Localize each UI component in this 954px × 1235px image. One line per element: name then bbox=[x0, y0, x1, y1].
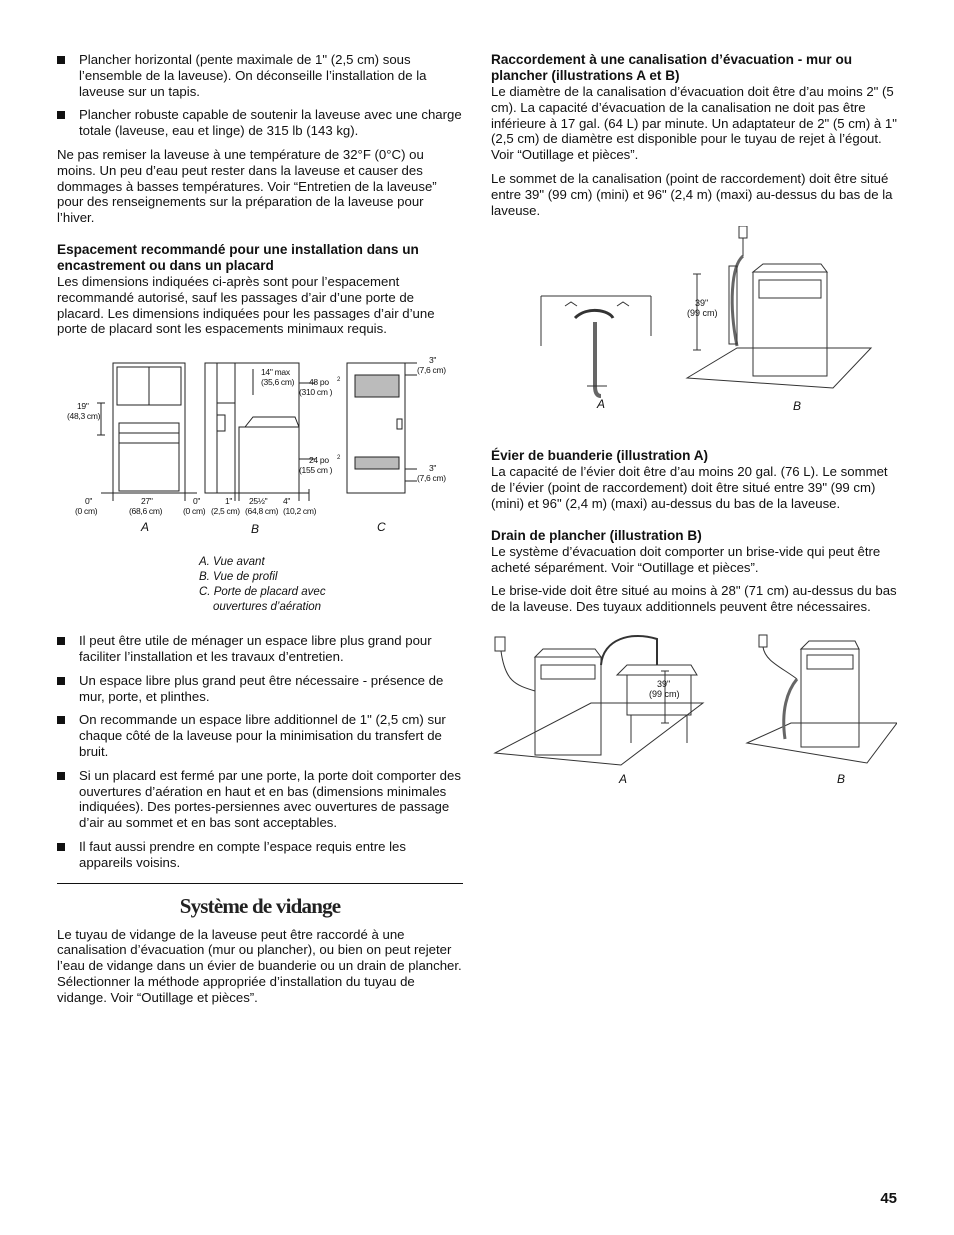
section-divider bbox=[57, 883, 463, 884]
floor-drain-paragraph-2: Le brise-vide doit être situé au moins à 28" (71 cm) au-dessus du bas de la laveuse. Des tuyaux additionnels peuvent être nécessaires. bbox=[491, 583, 897, 615]
square-bullet-icon bbox=[57, 677, 65, 685]
svg-text:(64,8 cm): (64,8 cm) bbox=[245, 506, 279, 517]
svg-text:2: 2 bbox=[337, 377, 341, 384]
square-bullet-icon bbox=[57, 716, 65, 724]
svg-text:0": 0" bbox=[85, 496, 93, 507]
floor-requirements-list bbox=[57, 52, 463, 139]
svg-text:48 po: 48 po bbox=[309, 377, 329, 388]
figure-label-c: C bbox=[377, 520, 386, 535]
figure-label-b: B bbox=[837, 771, 846, 786]
spacing-heading: Espacement recommandé pour une installation dans un encastrement ou dans un placard bbox=[57, 241, 419, 273]
list-item: Il peut être utile de ménager un espace libre plus grand pour faciliter l’installation et les travaux d’entretien. bbox=[57, 633, 463, 665]
sink-dim-label: 39" bbox=[657, 678, 671, 689]
svg-text:27": 27" bbox=[141, 496, 153, 507]
svg-text:(0 cm): (0 cm) bbox=[183, 506, 206, 517]
svg-text:4": 4" bbox=[283, 496, 291, 507]
list-item: Si un placard est fermé par une porte, la porte doit comporter des ouvertures d’aération en haut et en bas (dimensions minimales indiquées). Des portes-persiennes avec ouvertures de passage d’air au sommet et en bas sont acceptables. bbox=[57, 768, 463, 831]
svg-text:0": 0" bbox=[193, 496, 201, 507]
square-bullet-icon bbox=[57, 111, 65, 119]
svg-text:3": 3" bbox=[429, 355, 437, 366]
svg-text:(7,6 cm): (7,6 cm) bbox=[417, 473, 446, 484]
list-item: On recommande un espace libre additionnel de 1" (2,5 cm) sur chaque côté de la laveuse pour la minimisation du transfert de bruit. bbox=[57, 712, 463, 759]
svg-text:(2,5 cm): (2,5 cm) bbox=[211, 506, 240, 517]
svg-text:25½": 25½" bbox=[249, 496, 268, 507]
square-bullet-icon bbox=[57, 843, 65, 851]
section-title: Système de vidange bbox=[179, 893, 341, 918]
dim-19-label: 19" bbox=[77, 401, 89, 412]
svg-text:(68,6 cm): (68,6 cm) bbox=[129, 506, 163, 517]
figure-label-a: A bbox=[141, 520, 150, 535]
list-item: Il faut aussi prendre en compte l’espace requis entre les appareils voisins. bbox=[57, 839, 463, 871]
svg-text:(48,3 cm): (48,3 cm) bbox=[67, 411, 101, 422]
svg-text:14" max: 14" max bbox=[261, 367, 290, 378]
svg-text:(155 cm ): (155 cm ) bbox=[299, 465, 333, 476]
spacing-diagram bbox=[57, 355, 463, 555]
list-item: Plancher horizontal (pente maximale de 1" (2,5 cm) sous l’ensemble de la laveuse). On déconseille l’installation de la laveuse sur un tapis. bbox=[57, 52, 463, 99]
svg-text:2: 2 bbox=[337, 455, 341, 462]
list-item: Un espace libre plus grand peut être nécessaire - présence de mur, porte, et plinthes. bbox=[57, 673, 463, 705]
temperature-paragraph: Ne pas remiser la laveuse à une température de 32°F (0°C) ou moins. Un peu d’eau peut rester dans la laveuse et causer des dommages à basses températures. Voir “Entretien de la laveuse” pour des renseignements sur la préparation de la laveuse pour l’hiver. bbox=[57, 146, 437, 226]
svg-text:(0 cm): (0 cm) bbox=[75, 506, 98, 517]
svg-text:24 po: 24 po bbox=[309, 455, 329, 466]
sink-paragraph: La capacité de l’évier doit être d’au moins 20 gal. (76 L). Le sommet de l’évier (point de raccordement) doit être situé entre 39" (99 cm) (mini) et 96" (2,4 m) (maxi) au-dessus du bas de la laveuse. bbox=[491, 464, 888, 511]
sink-drain-diagram bbox=[491, 631, 897, 831]
svg-text:(10,2 cm): (10,2 cm) bbox=[283, 506, 317, 517]
square-bullet-icon bbox=[57, 772, 65, 780]
spacing-figure bbox=[57, 355, 463, 555]
sink-drain-figure bbox=[491, 631, 897, 831]
left-column bbox=[57, 52, 463, 1014]
figure-label-b: B bbox=[251, 522, 260, 537]
figure-label-a: A bbox=[619, 771, 628, 786]
floor-drain-heading: Drain de plancher (illustration B) bbox=[491, 527, 702, 543]
clearance-list bbox=[57, 633, 463, 870]
standpipe-dim-label: 39" bbox=[695, 298, 709, 309]
svg-text:(99 cm): (99 cm) bbox=[649, 688, 680, 699]
drain-height-paragraph: Le sommet de la canalisation (point de raccordement) doit être situé entre 39" (99 cm) (mini) et 96" (2,4 m) (maxi) au-dessus du bas de la laveuse. bbox=[491, 170, 893, 218]
sink-heading: Évier de buanderie (illustration A) bbox=[491, 448, 709, 464]
standpipe-figure bbox=[491, 226, 897, 444]
drain-connection-heading: Raccordement à une canalisation d’évacuation - mur ou plancher (illustrations A et B) bbox=[491, 52, 853, 83]
svg-text:1": 1" bbox=[225, 496, 233, 507]
figure-label-b: B bbox=[793, 399, 802, 414]
square-bullet-icon bbox=[57, 56, 65, 64]
figure-caption: A. Vue avant B. Vue de profil C. Porte de placard avec ouvertures d’aération bbox=[199, 556, 326, 614]
svg-text:(7,6 cm): (7,6 cm) bbox=[417, 365, 446, 376]
list-item: Plancher robuste capable de soutenir la laveuse avec une charge totale (laveuse, eau et linge) de 315 lb (143 kg). bbox=[57, 107, 463, 139]
drain-diameter-paragraph: Le diamètre de la canalisation d’évacuation doit être d’au moins 2" (5 cm). La capacité d’évacuation de la canalisation ne doit pas être inférieure à 17 gal. (64 L) par minute. Un adaptateur de 2" (5 cm) à 1" (2,5 cm) de diamètre est disponible pour le tuyau de rejet à l’égout. Voir “Outillage et pièces”. bbox=[491, 84, 897, 163]
drain-system-paragraph: Le tuyau de vidange de la laveuse peut être raccordé à une canalisation d’évacuation (mur ou plancher), ou bien on peut rejeter l’eau de vidange dans un évier de buanderie ou un drain de plancher. Sélectionner la méthode appropriée d’installation du tuyau de vidange. Voir “Outillage et pièces”. bbox=[57, 926, 462, 1005]
page-number: 45 bbox=[880, 1190, 897, 1207]
svg-text:3": 3" bbox=[429, 463, 437, 474]
floor-drain-paragraph-1: Le système d’évacuation doit comporter un brise-vide qui peut être acheté séparément. Voir “Outillage et pièces”. bbox=[491, 543, 881, 575]
svg-text:(35,6 cm): (35,6 cm) bbox=[261, 377, 295, 388]
spacing-paragraph: Les dimensions indiquées ci-après sont pour l’espacement recommandé autorisé, sauf les passages d’air d’une porte de placard. Les dimensions indiquées pour les passages d’air d’une porte de placard sont les espacements minimaux requis. bbox=[57, 273, 435, 337]
right-column bbox=[491, 52, 897, 831]
svg-text:(310 cm ): (310 cm ) bbox=[299, 387, 333, 398]
svg-text:(99 cm): (99 cm) bbox=[687, 308, 718, 319]
standpipe-diagram bbox=[491, 226, 897, 444]
figure-label-a: A bbox=[597, 397, 606, 412]
square-bullet-icon bbox=[57, 637, 65, 645]
